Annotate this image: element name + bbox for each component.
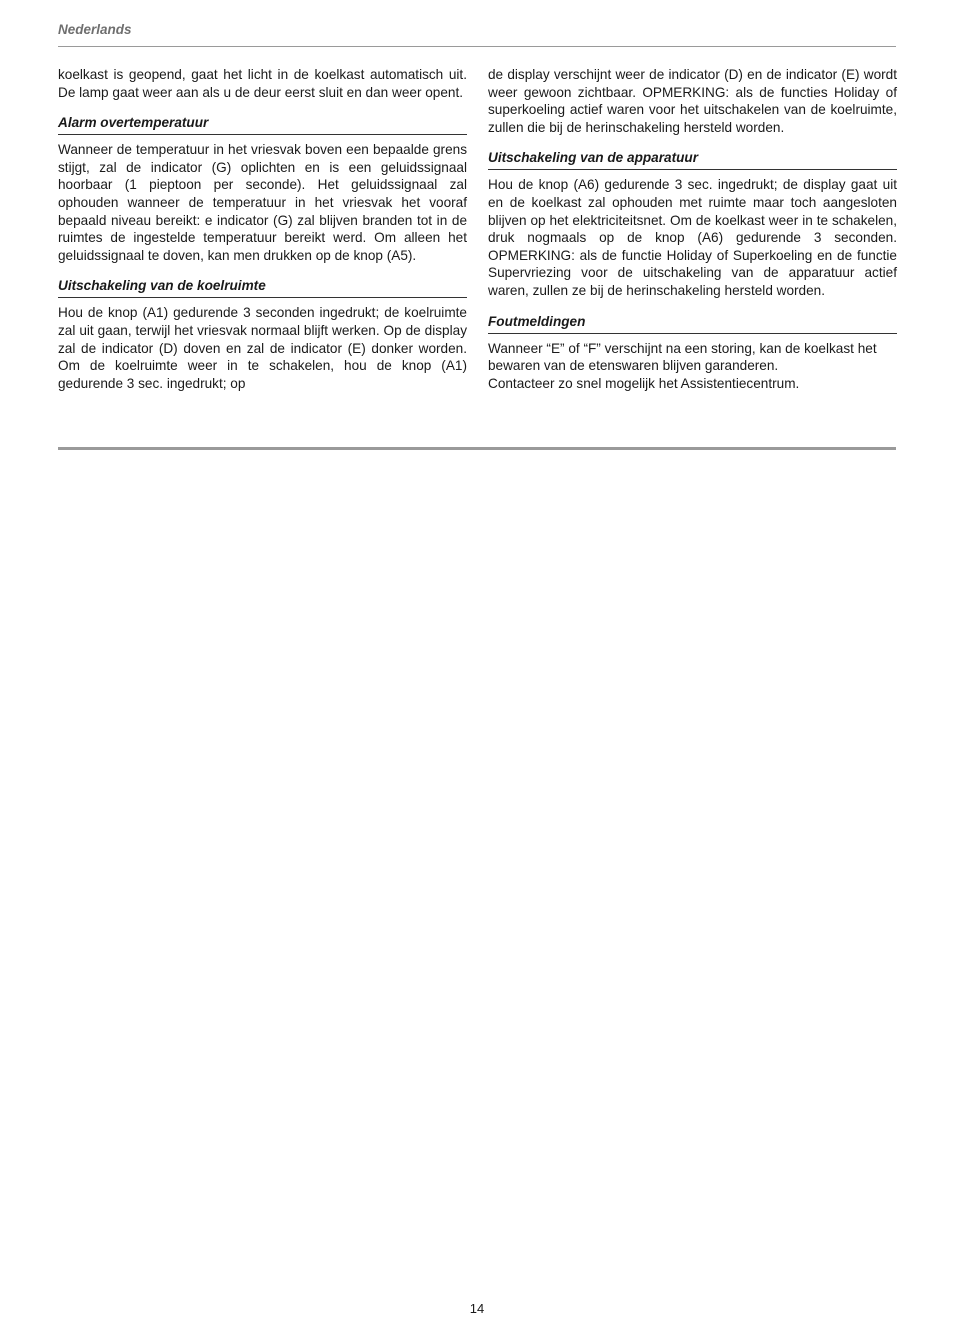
header-language: Nederlands [58, 22, 132, 37]
left-column [58, 66, 467, 392]
section-body: Wanneer “E” of “F” verschijnt na een storing, kan de koelkast het bewaren van de etenswaren blijven garanderen. [488, 340, 877, 374]
content-end-divider [58, 447, 896, 450]
section-body: Wanneer de temperatuur in het vriesvak boven een bepaalde grens stijgt, zal de indicator (G) oplichten en is een geluidssignaal hoorbaar (1 pieptoon per seconde). Het geluidssignaal zal ophouden wanneer de temperatuur in het vriesvak het vooraf bepaald niveau bereikt: e indicator (G) zal blijven branden tot in de ruimtes de ingestelde temperatuur bereikt werd. Om alleen het geluidssignaal te doven, kan men drukken op de knop (A5). [58, 142, 467, 263]
section-title: Alarm overtemperatuur [58, 114, 467, 135]
section-error-messages [488, 313, 897, 393]
page-number: 14 [469, 1301, 485, 1316]
right-intro-paragraph: de display verschijnt weer de indicator (D) en de indicator (E) wordt weer gewoon zichtbaar. OPMERKING: als de functies Holiday of superkoeling actief waren voor het uitschakelen van de koelruimte, zullen die bij de herinschakeling hersteld worden. [488, 67, 897, 135]
section-title: Uitschakeling van de apparatuur [488, 149, 897, 170]
section-body: Hou de knop (A1) gedurende 3 seconden ingedrukt; de koelruimte zal uit gaan, terwijl het vriesvak normaal blijft werken. Op de display zal de indicator (D) doven en zal de indicator (E) donker worden. Om de koelruimte weer in te schakelen, hou de knop (A1) gedurende 3 sec. ingedrukt; op [58, 305, 467, 391]
section-body: Hou de knop (A6) gedurende 3 sec. ingedrukt; de display gaat uit en de koelkast zal ophouden met ruimte maar toch aangesloten blijven op het elektriciteitsnet. Om de koelkast weer in te schakelen, druk nogmaals op de knop (A6) gedurende 3 seconden. OPMERKING: als de functie Holiday of Superkoeling en de functie Supervriezing voor de uitschakeling van de apparatuur actief waren, zullen ze bij de herinschakeling hersteld worden. [488, 177, 897, 298]
section-fridge-shutdown [58, 277, 467, 392]
header-divider [58, 46, 896, 47]
section-title: Uitschakeling van de koelruimte [58, 277, 467, 298]
section-alarm-overtemperature [58, 114, 467, 264]
section-appliance-shutdown [488, 149, 897, 299]
section-title: Foutmeldingen [488, 313, 897, 334]
section-body-contact: Contacteer zo snel mogelijk het Assistentiecentrum. [488, 375, 800, 391]
left-intro-paragraph: koelkast is geopend, gaat het licht in de koelkast automatisch uit. De lamp gaat weer aan als u de deur eerst sluit en dan weer opent. [58, 67, 467, 100]
right-column [488, 66, 897, 392]
